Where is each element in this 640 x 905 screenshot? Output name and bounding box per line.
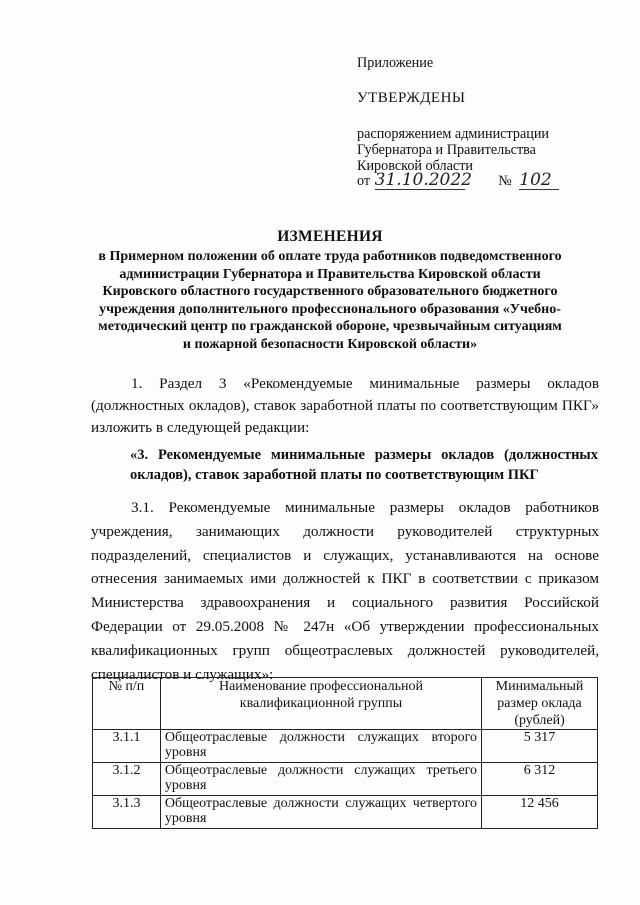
section-heading: «3. Рекомендуемые минимальные размеры окладов (должностных окладов), ставок заработной платы по соответствующим ПКГ [130, 447, 598, 483]
subtitle-line: и пожарной безопасности Кировской области» [182, 336, 478, 352]
table-header-row [93, 678, 598, 730]
table-row [93, 763, 598, 796]
approved-label: УТВЕРЖДЕНЫ [357, 90, 466, 106]
row-number: 3.1.1 [93, 730, 161, 763]
header-number: № п/п [93, 678, 161, 730]
header-line-2: Губернатора и Правительства [357, 142, 536, 158]
header-salary: Минимальный размер оклада (рублей) [482, 678, 598, 730]
number-prefix: № [498, 173, 512, 189]
document-subtitle [60, 248, 600, 354]
document-title: ИЗМЕНЕНИЯ [277, 228, 383, 245]
subtitle-line: Кировского областного государственного образовательного бюджетного [102, 284, 558, 300]
number-value-handwritten: 102 [519, 172, 559, 190]
row-salary: 6 312 [482, 763, 598, 796]
row-group-name: Общеотраслевые должности служащих второго уровня [160, 730, 481, 763]
appendix-label: Приложение [357, 55, 434, 71]
subtitle-line: в Примерном положении об оплате труда работников подведомственного [98, 249, 562, 264]
row-number: 3.1.2 [93, 763, 161, 796]
table-row [93, 796, 598, 829]
row-salary: 12 456 [482, 796, 598, 829]
subtitle-line: учреждения дополнительного профессионального образования «Учебно- [99, 301, 561, 317]
header-line-3: Кировской области [357, 158, 473, 174]
header-group-name: Наименование профессиональной квалификационной группы [160, 678, 481, 730]
row-number: 3.1.3 [93, 796, 161, 829]
paragraph-2: 3.1. Рекомендуемые минимальные размеры окладов работников учреждения, занимающих должности руководителей структурных подразделений, специалистов и служащих, устанавливаются на основе отнесения занимаемых ими должностей к ПКГ в соответствии с приказом Министерства здравоохранения и социального развития Российской Федерации от 29.05.2008 № 247н «Об утверждении профессиональных квалификационных групп общеотраслевых должностей руководителей, специалистов и служащих»: [91, 499, 599, 683]
row-group-name: Общеотраслевые должности служащих третьего уровня [160, 763, 481, 796]
date-value-handwritten: 31.10.2022 [374, 170, 472, 190]
row-group-name: Общеотраслевые должности служащих четвертого уровня [160, 796, 481, 829]
header-line-1: распоряжением администрации [357, 126, 550, 142]
paragraph-1: 1. Раздел 3 «Рекомендуемые минимальные размеры окладов (должностных окладов), ставок заработной платы по соответствующим ПКГ» изложить в следующей редакции: [91, 375, 599, 436]
subtitle-line: администрации Губернатора и Правительства Кировской области [119, 266, 541, 282]
date-number-line [357, 172, 607, 190]
table-row [93, 730, 598, 763]
salary-table [92, 677, 598, 829]
date-prefix: от [357, 173, 371, 189]
row-salary: 5 317 [482, 730, 598, 763]
subtitle-line: методический центр по гражданской обороне, чрезвычайным ситуациям [98, 319, 562, 335]
